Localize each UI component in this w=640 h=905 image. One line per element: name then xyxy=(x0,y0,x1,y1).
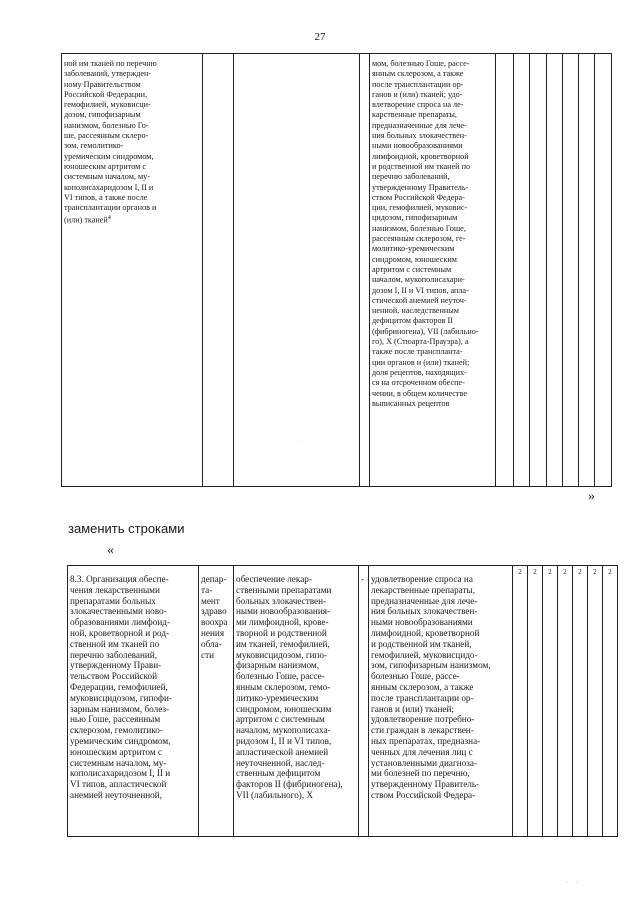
bottom-table-col-line xyxy=(587,565,588,837)
page-number: 27 xyxy=(314,31,326,43)
replace-instruction: заменить строками xyxy=(68,521,185,536)
bottom-table-col1-text: 8.3. Организация обеспе- чения лекарственными препаратами больных злокачественными ново- образованиями лимфоид- ной, кроветворной и род- ственной им тканей по перечню заболеваний, утвержденному Прави- тельством Российской Федерации, гемофилией, муковисцидозом, гипофи- зарным нанизмом, болез- нью Гоше, рассеянным склерозом, гемолитико- уремическим синдромом, юношеским артритом с системным началом, му- кополисахаридозом I, II и VI типов, апластической анемией неуточненной, xyxy=(70,574,172,800)
top-table-col-line xyxy=(594,53,595,487)
bottom-table-col-line xyxy=(557,565,558,837)
bottom-table-col-line xyxy=(602,565,603,837)
grade-cell: 2 xyxy=(593,568,597,576)
grade-cell: 2 xyxy=(548,568,552,576)
bottom-table-col-line xyxy=(368,565,369,837)
top-table-col-line xyxy=(513,53,514,487)
top-table-col-line xyxy=(529,53,530,487)
bottom-table-col-line xyxy=(572,565,573,837)
top-table-col-line xyxy=(359,53,360,487)
top-table-col-line xyxy=(611,53,612,487)
top-table-col4-text: мом, болезнью Гоше, рассе- янным склерозом, а также после трансплантации ор- ганов и (или) тканей; удо- влетворение спроса на ле- карственные препараты, предназначенные для лече- ния больных злокачествен- ными новообразованиями лимфоидной, кроветворной и родственной им тканей по перечню заболеваний, утвержденному Правитель- ством Российской Федера- ции, гемофилией, муковис- цидозом, гипофизарным нанизмом, болезнью Гоше, рассеянным склерозом, ге- молитико-уремическим синдромом, юношеским артритом с системным началом, мукополисахари- дозом I, II и VI типов, апла- стической анемией неуточ- ненной, наследственным дефицитом факторов II (фибриногена), VII (лабильно- го), X (Стюарта-Прауэра), а также после транспланта- ции органов и (или) тканей; доля рецептов, находящих- ся на отсроченном обеспе- чении, в общем количестве выписанных рецептов xyxy=(372,59,479,408)
bottom-table-col-line xyxy=(617,565,618,837)
closing-quote: » xyxy=(588,489,595,504)
top-table-col-line xyxy=(202,53,203,487)
bottom-table-col-line xyxy=(67,565,68,837)
opening-quote: « xyxy=(107,543,114,558)
top-table-col-line xyxy=(61,53,62,487)
bottom-table-col-line xyxy=(198,565,199,837)
top-table-col1-text xyxy=(64,59,202,226)
bottom-table-border-top xyxy=(67,565,618,566)
top-table-col-line xyxy=(578,53,579,487)
top-table-col-line xyxy=(546,53,547,487)
top-table-col1-body: ной им тканей по перечню заболеваний, утвержден- ному Правительством Российской Федерации, гемофилией, муковисци- дозом, гипофизарным нанизмом, болезнью Го- ше, рассеянным склеро- зом, гемолитико- уремическим синдромом, юношеским артритом с системным началом, му- кополисахаридозом I, II и VI типов, а также после трансплантации органов и (или) тканей xyxy=(64,59,157,226)
top-table-col-line xyxy=(369,53,370,487)
bottom-table-col-line xyxy=(512,565,513,837)
grade-cell: 2 xyxy=(533,568,537,576)
bottom-table-col-line xyxy=(542,565,543,837)
grade-cell: 2 xyxy=(563,568,567,576)
grade-cell: 2 xyxy=(518,568,522,576)
scan-speck: · xyxy=(300,440,302,446)
scan-speck: · · xyxy=(566,880,581,886)
bottom-table-col-line xyxy=(527,565,528,837)
grade-cell: 2 xyxy=(578,568,582,576)
bottom-table-col3-text: обеспечение лекар- ственными препаратами больных злокачествен- ными новообразования- ми лимфоидной, крове- творной и родственной им тканей, гемофилией, муковисцидозом, гипо- физарным нанизмом, болезнью Гоше, рассе- янным склерозом, гемо- литико-уремическим синдромом, юношеским артритом с системным началом, мукополисаха- ридозом I, II и VI типов, апластической анемией неуточненной, наслед- ственным дефицитом факторов II (фибриногена), VII (лабильного), X xyxy=(236,574,343,800)
grade-cell: 2 xyxy=(608,568,612,576)
top-table-col-line xyxy=(233,53,234,487)
bottom-table-col4-text: - xyxy=(361,574,365,584)
bottom-table-col5-text: удовлетворение спроса на лекарственные препараты, предназначенные для лече- ния больных злокачествен- ными новообразованиями лимфоидной, кроветворной и родственной им тканей, гемофилией, муковисцидо- зом, гипофизарным нанизмом, болезнью Гоше, рассе- янным склерозом, а также после трансплантации ор- ганов и (или) тканей; удовлетворение потребно- сти граждан в лекарствен- ных препаратах, предназна- ченных для лечения лиц с установленными диагноза- ми болезней по перечню, утвержденному Правитель- ством Российской Федера- xyxy=(371,574,491,800)
footnote-marker: 4 xyxy=(107,215,111,222)
bottom-table-border-bottom xyxy=(67,836,618,837)
bottom-table-col2-text: депар- та- мент здраво воохра нения обла- сти xyxy=(201,574,228,660)
top-table-col-line xyxy=(562,53,563,487)
